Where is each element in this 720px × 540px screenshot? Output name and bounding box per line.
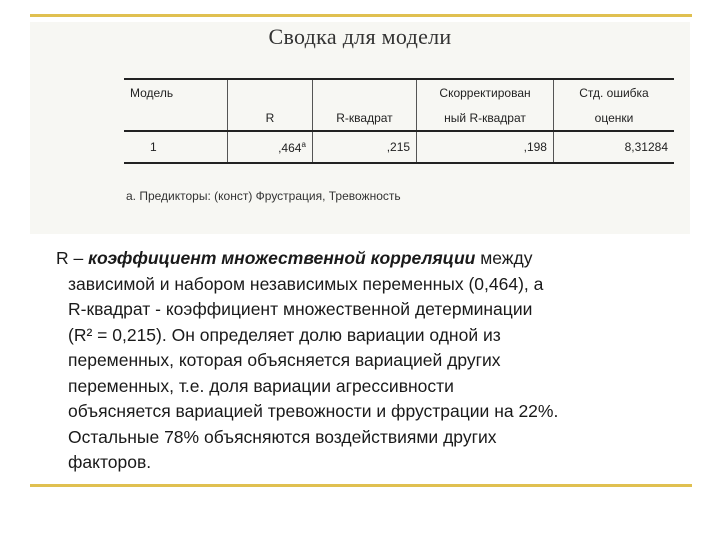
text-line: (R² = 0,215). Он определяет долю вариации одной из	[68, 324, 501, 345]
adjusted-r-square-cell: ,198	[417, 131, 554, 163]
table-header-row	[124, 79, 674, 105]
footnote-marker: a	[301, 139, 306, 149]
explanation-paragraph	[56, 246, 698, 476]
table-header-row	[124, 105, 674, 131]
emphasized-term: коэффициент множественной корреляции	[88, 248, 476, 268]
model-summary-title: Сводка для модели	[268, 24, 452, 49]
text-line: переменных, которая объясняется вариацией других	[68, 350, 501, 370]
text-line: зависимой и набором независимых переменных (0,464), а	[68, 273, 544, 294]
table-row	[124, 131, 674, 163]
r-square-cell: ,215	[312, 131, 416, 163]
header-cell: Стд. ошибка	[579, 85, 649, 100]
header-cell	[124, 105, 228, 131]
r-value: ,464	[278, 140, 302, 155]
text-run: R –	[56, 248, 89, 268]
text-line: факторов.	[68, 452, 152, 472]
text-line: R-квадрат - коэффициент множественной детерминации	[68, 299, 533, 319]
text-run: между	[475, 248, 533, 268]
text-line	[56, 246, 698, 272]
model-number-cell: 1	[124, 131, 228, 163]
r-cell	[228, 131, 313, 163]
header-cell: Модель	[124, 79, 228, 105]
top-divider	[30, 14, 692, 17]
header-cell: R-квадрат	[312, 105, 416, 131]
spss-output-screenshot	[30, 22, 690, 234]
header-cell: оценки	[553, 105, 674, 131]
header-cell	[312, 79, 416, 105]
std-error-cell: 8,31284	[624, 140, 668, 154]
predictors-footnote: a. Предикторы: (конст) Фрустрация, Тревожность	[126, 189, 401, 203]
header-cell: Скорректирован	[417, 79, 554, 105]
header-cell: ный R-квадрат	[417, 105, 554, 131]
text-line: переменных, т.е. доля вариации агрессивности	[68, 375, 454, 396]
text-line: Остальные 78% объясняются воздействиями других	[68, 426, 497, 447]
model-summary-table	[124, 78, 674, 164]
text-line: объясняется вариацией тревожности и фрустрации на 22%.	[68, 401, 559, 421]
bottom-divider	[30, 484, 692, 487]
header-cell: R	[228, 105, 313, 131]
header-cell	[228, 79, 313, 105]
